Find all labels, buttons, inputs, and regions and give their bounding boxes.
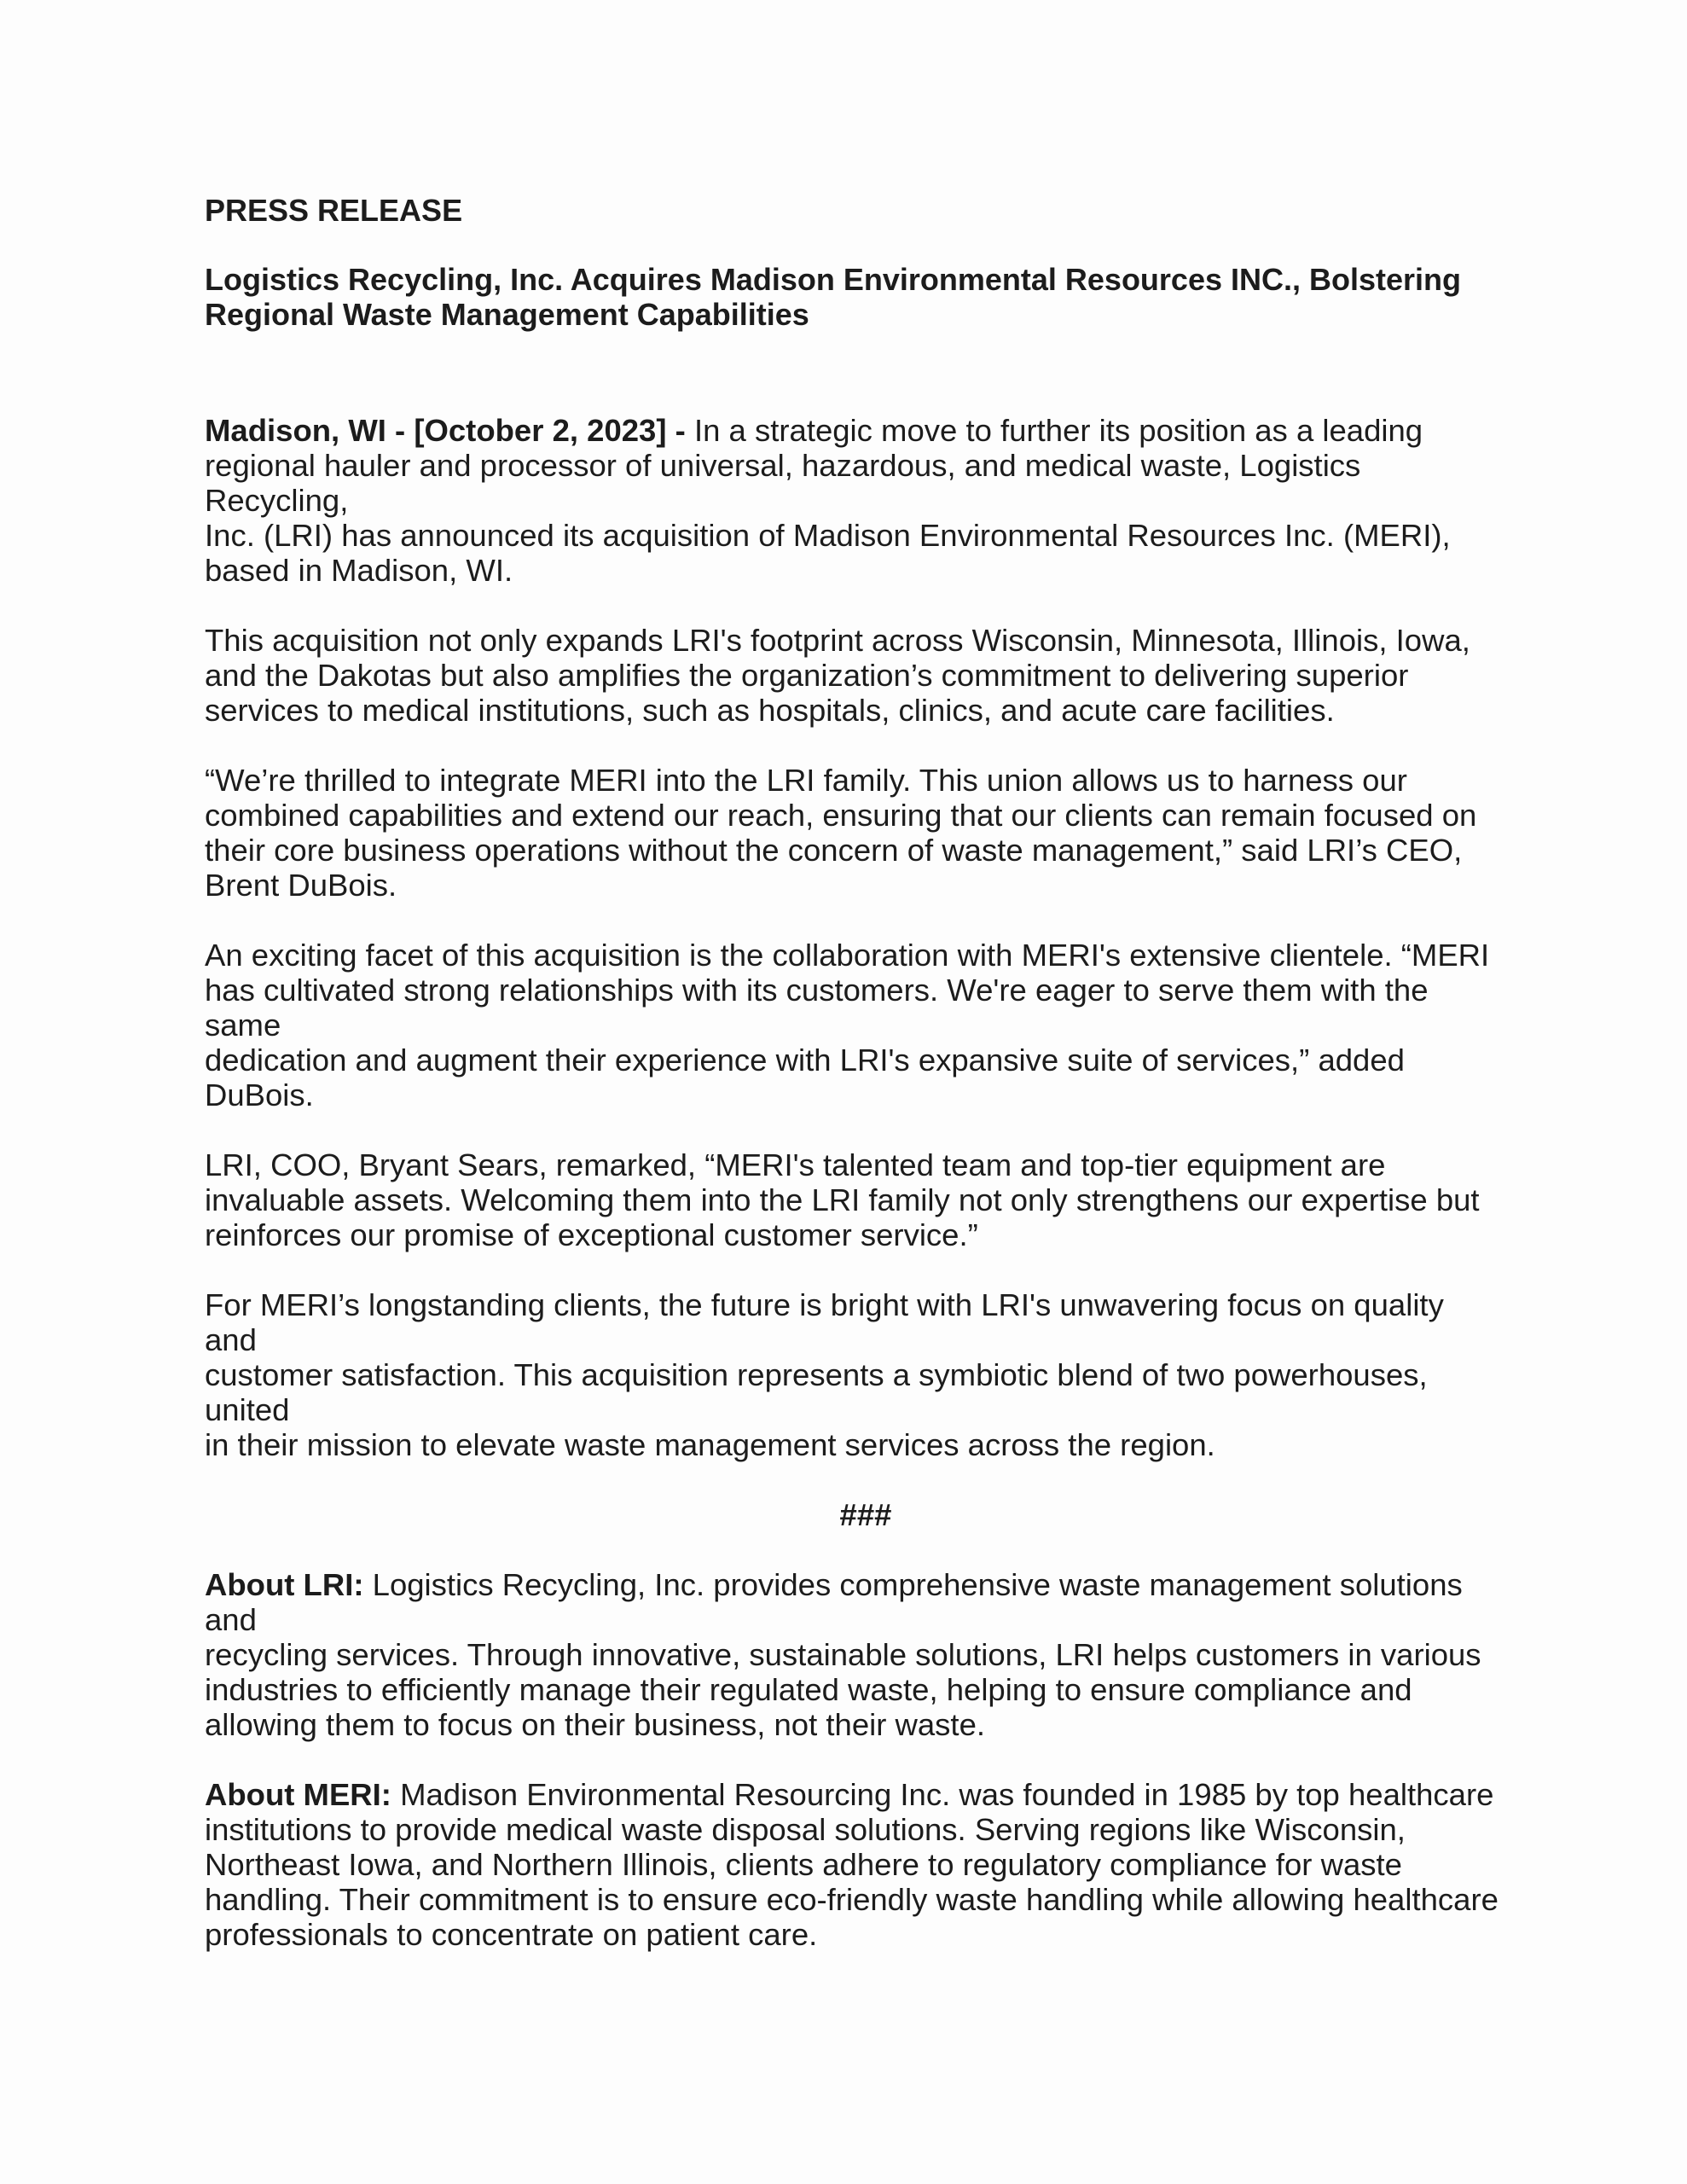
paragraph-footprint [205,623,1501,728]
text-line: Inc. (LRI) has announced its acquisition of Madison Environmental Resources Inc. (MERI), [205,518,1451,553]
text-line: This acquisition not only expands LRI's footprint across Wisconsin, Minnesota, Illinois, Iowa, [205,623,1470,658]
text-line: Madison Environmental Resourcing Inc. was founded in 1985 by top healthcare [391,1777,1494,1812]
about-meri [205,1777,1501,1952]
text-line: LRI, COO, Bryant Sears, remarked, “MERI's talented team and top-tier equipment are [205,1147,1386,1182]
text-line: and the Dakotas but also amplifies the organization’s commitment to delivering superior [205,658,1409,693]
text-line: Logistics Recycling, Inc. provides comprehensive waste management solutions and [205,1567,1463,1637]
press-release-body [205,193,1501,1952]
text-line: based in Madison, WI. [205,553,513,588]
text-line: In a strategic move to further its position as a leading [685,413,1423,448]
end-separator: ### [839,1497,892,1532]
headline-line: Regional Waste Management Capabilities [205,297,809,332]
text-line: Northeast Iowa, and Northern Illinois, clients adhere to regulatory compliance for waste [205,1847,1402,1882]
headline [205,262,1501,332]
text-line: services to medical institutions, such as hospitals, clinics, and acute care facilities. [205,693,1335,728]
text-line: dedication and augment their experience with LRI's expansive suite of services,” added DuBois. [205,1043,1405,1112]
text-line: handling. Their commitment is to ensure eco-friendly waste handling while allowing healthcare [205,1882,1499,1917]
text-line: Brent DuBois. [205,868,397,903]
text-line: An exciting facet of this acquisition is the collaboration with MERI's extensive clientele. “MERI [205,938,1490,973]
text-line: For MERI’s longstanding clients, the future is bright with LRI's unwavering focus on quality and [205,1287,1444,1357]
headline-line: Logistics Recycling, Inc. Acquires Madison Environmental Resources INC., Bolstering [205,262,1462,297]
paragraph-ceo-quote [205,763,1501,903]
text-line: institutions to provide medical waste disposal solutions. Serving regions like Wisconsin, [205,1812,1406,1847]
text-line: invaluable assets. Welcoming them into the LRI family not only strengthens our expertise but [205,1182,1480,1217]
about-lri-label: About LRI: [205,1567,364,1602]
about-meri-label: About MERI: [205,1777,391,1812]
about-lri [205,1567,1501,1742]
paragraph-future [205,1287,1501,1462]
document-label: PRESS RELEASE [205,193,463,228]
paragraph-intro [205,413,1501,588]
text-line: “We’re thrilled to integrate MERI into the LRI family. This union allows us to harness our [205,763,1407,798]
text-line: regional hauler and processor of universal, hazardous, and medical waste, Logistics Recycling, [205,448,1361,518]
dateline: Madison, WI - [October 2, 2023] - [205,413,686,448]
text-line: recycling services. Through innovative, sustainable solutions, LRI helps customers in various [205,1637,1481,1672]
text-line: has cultivated strong relationships with its customers. We're eager to serve them with the same [205,973,1429,1043]
text-line: in their mission to elevate waste management services across the region. [205,1427,1215,1462]
text-line: industries to efficiently manage their regulated waste, helping to ensure compliance and [205,1672,1412,1707]
text-line: reinforces our promise of exceptional customer service.” [205,1217,978,1252]
text-line: customer satisfaction. This acquisition represents a symbiotic blend of two powerhouses, united [205,1357,1428,1427]
paragraph-clientele [205,938,1501,1112]
text-line: combined capabilities and extend our reach, ensuring that our clients can remain focused on [205,798,1477,833]
text-line: allowing them to focus on their business, not their waste. [205,1707,986,1742]
text-line: professionals to concentrate on patient care. [205,1917,818,1952]
paragraph-coo-quote [205,1147,1501,1252]
text-line: their core business operations without the concern of waste management,” said LRI’s CEO, [205,833,1463,868]
